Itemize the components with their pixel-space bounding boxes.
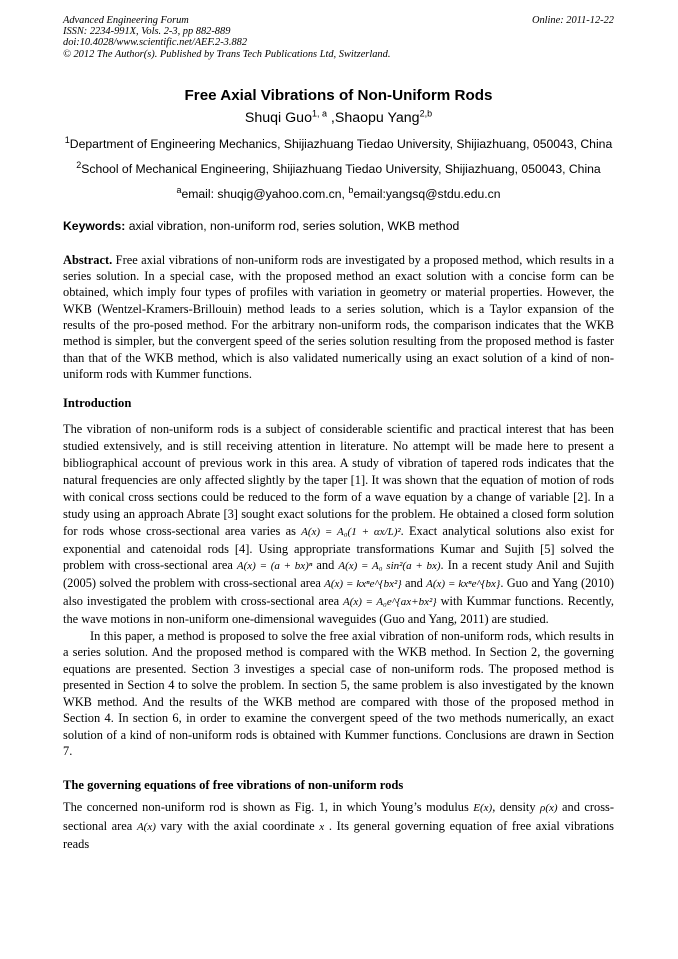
email-b-sup: b: [348, 184, 354, 195]
affiliation-2: [63, 159, 614, 177]
paper-title: Free Axial Vibrations of Non-Uniform Rods: [184, 86, 493, 104]
email-a-sup: a: [176, 184, 182, 195]
governing-equations-heading: The governing equations of free vibrations of non-uniform rods: [63, 778, 404, 793]
intro-text: with Kummar functions. Recently, the wave motions in non-uniform one-dimensional waveguides (Guo and Yang, 2011) are studied.: [63, 594, 614, 627]
affiliation-1-number: 1: [64, 134, 70, 145]
equation-x: x: [319, 820, 325, 833]
email-a: email: shuqig@yahoo.com.cn,: [181, 186, 349, 201]
author-1-sup: 1, a: [311, 108, 327, 119]
gov-text: The concerned non-uniform rod is shown as Fig. 1, in which Young’s modulus: [63, 800, 474, 815]
equation-area: A(x): [136, 820, 156, 833]
introduction-paragraph-1: [63, 421, 614, 628]
gov-text: . Its general governing equation of free axial vibrations reads: [63, 818, 615, 851]
affiliation-1-text: Department of Engineering Mechanics, Shijiazhuang Tiedao University, Shijiazhuang, 050043, China: [69, 136, 613, 151]
intro-text: . In a recent study Anil and Sujith (2005) solved the problem with cross-sectional area: [63, 558, 615, 591]
keywords: [63, 219, 614, 234]
equation-4: A(x) = kxⁿe^{bx²}: [324, 578, 402, 591]
intro-text: . Exact analytical solutions also exist for exponential and catenoidal rods [4]. Using appropriate transformations Kumar and Sujith [5] solved the problem with cross-sectional area: [63, 523, 614, 573]
gov-text: and cross-sectional area: [63, 800, 614, 833]
abstract: [63, 252, 614, 382]
journal-name: Advanced Engineering Forum: [63, 15, 189, 26]
author-2-sup: 2,b: [419, 108, 433, 119]
paper-page: [63, 15, 614, 853]
abstract-text: Free axial vibrations of non-uniform rods are investigated by a proposed method, which results in a series solution. In a special case, with the proposed method an exact solution with a concise form can be obtained, which imply four types of profiles with variation in geometry or material properties. However, the WKB (Wentzel-Kramers-Brillouin) method leads to a series solution, which is a Taylor expansion of the results of the pro-posed method. For the arbitrary non-uniform rods, the comparison indicates that the WKB method is simpler, but the convergent speed of the series solution resulting from the proposed method is faster than that of the WKB method, which is also validated numerically using an exact solution of a kind of non-uniform rods with Kummer functions.: [63, 252, 614, 381]
gov-text: vary with the axial coordinate: [155, 818, 320, 833]
intro-text: The vibration of non-uniform rods is a subject of considerable scientific and practical interest that has been studied extensively, and is still receiving attention in literature. No attempt will be made here to present a bibliographical account of previous work in this area. A study of vibration of tapered rods indicates that the natural frequencies are only affected slightly by the taper [1]. It was shown that the equation of motion of rods with conical cross sections could be reduced to the form of a wave equation by a change of variable [2]. In a study using an approach Abrate [3] sought exact solutions for the problem. He obtained a closed form solution for rods whose cross-sectional area varies as: [63, 422, 614, 538]
author-1: Shuqi Guo: [244, 109, 312, 126]
abstract-label: Abstract.: [63, 252, 113, 267]
affiliation-2-number: 2: [76, 159, 82, 170]
equation-2: A(x) = (a + bx)ⁿ: [236, 560, 313, 573]
gov-text: , density: [492, 800, 541, 815]
equation-6: A(x) = A₀e^{ax+bx²}: [343, 596, 437, 609]
affiliation-1: [63, 134, 614, 152]
equation-5: A(x) = kxⁿe^{bx}: [426, 578, 501, 591]
intro-text: and: [312, 558, 339, 573]
governing-paragraph: [63, 799, 614, 853]
equation-3: A(x) = A₀ sin²(a + bx): [338, 560, 441, 573]
equation-youngs-modulus: E(x): [473, 802, 493, 815]
introduction-heading: Introduction: [63, 396, 132, 411]
email-b: email:yangsq@stdu.edu.cn: [353, 186, 501, 201]
doi-line: doi:10.4028/www.scientific.net/AEF.2-3.882: [63, 37, 248, 49]
intro-text: and: [401, 576, 427, 591]
issn-line: ISSN: 2234-991X, Vols. 2-3, pp 882-889: [63, 26, 231, 38]
equation-density: ρ(x): [540, 802, 558, 815]
keywords-text: axial vibration, non-uniform rod, series solution, WKB method: [125, 218, 460, 233]
email-line: [63, 184, 614, 202]
author-line: [63, 109, 614, 127]
intro-text: . Guo and Yang (2010) also investigated the problem with cross-sectional area: [63, 576, 615, 609]
affiliation-2-text: School of Mechanical Engineering, Shijiazhuang Tiedao University, Shijiazhuang, 050043, China: [81, 161, 601, 176]
introduction-paragraph-2: In this paper, a method is proposed to solve the free axial vibration of non-uniform rods, which results in a series solution. And the proposed method is compared with the WKB method. In Section 2, the governing equations are presented. Section 3 investiges a special case of non-uniform rods. The proposed method is presented in Section 4 to solve the problem. In section 5, the same problem is also investigated by the known WKB method. And the results of the WKB method are compared with those of the proposed method in Section 4. In section 6, in order to examine the convergent speed of the two methods numerically, an exact solution of a kind of non-uniform rods is obtained with Kummer functions. Conclusions are drawn in Section 7.: [63, 629, 614, 758]
equation-1: A(x) = A₀(1 + αx/L)²: [301, 525, 401, 538]
copyright-line: © 2012 The Author(s). Published by Trans Tech Publications Ltd, Switzerland.: [63, 48, 391, 60]
online-date: Online: 2011-12-22: [531, 15, 614, 26]
author-2: ,Shaopu Yang: [326, 109, 420, 126]
keywords-label: Keywords:: [63, 218, 126, 233]
journal-header: [63, 15, 614, 60]
